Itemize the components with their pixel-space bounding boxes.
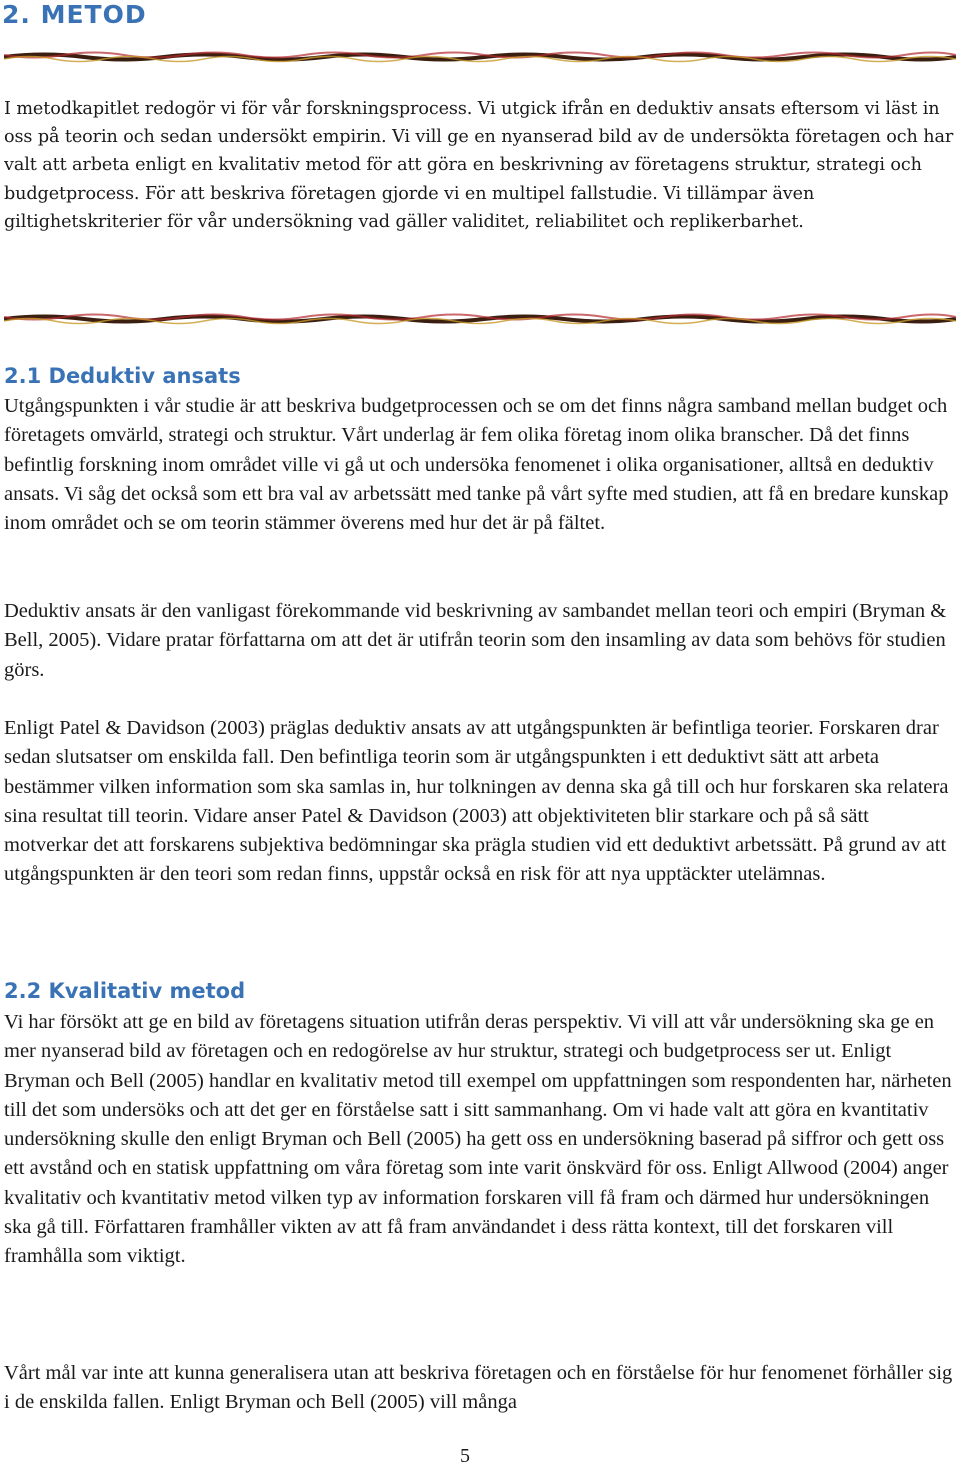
paragraph: Deduktiv ansats är den vanligast förekommande vid beskrivning av sambandet mellan teori och empiri (Bryman & Bell, 2005). Vidare pratar författarna om att det är utifrån teorin som den insamling av data som behövs för studien görs. xyxy=(4,600,947,681)
ornamental-divider xyxy=(4,310,956,326)
section-heading-2-2: 2.2 Kvalitativ metod xyxy=(4,979,246,1003)
paragraph: Vårt mål var inte att kunna generalisera utan att beskriva företagen och en förståelse för hur fenomenet förhåller sig i de enskilda fallen. Enligt Bryman och Bell (2005) vill många xyxy=(4,1362,953,1414)
paragraph: Utgångspunkten i vår studie är att beskriva budgetprocessen och se om det finns några samband mellan budget och företagets omvärld, strategi och struktur. Vårt underlag är fem olika företag inom olika branscher. Då det finns befintlig forskning inom området ville vi gå ut och undersöka fenomenet i olika organisationer, alltså en deduktiv ansats. Vi såg det också som ett bra val av arbetssätt med tanke på vårt syfte med studien, att få en bredare kunskap inom området och se om teorin stämmer överens med hur det är på fältet. xyxy=(4,395,949,535)
paragraph: Enligt Patel & Davidson (2003) präglas deduktiv ansats av att utgångspunkten är befintliga teorier. Forskaren drar sedan slutsatser om enskilda fall. Den befintliga teorin som är utgångspunkten i ett deduktivt sätt att arbeta bestämmer vilken information som ska samlas in, hur tolkningen av denna ska gå till och hur forskaren ska relatera sina resultat till teorin. Vidare anser Patel & Davidson (2003) att objektiviteten blir starkare och på så sätt motverkar det att forskarens subjektiva bedömningar ska prägla studien vid ett deduktivt arbetssätt. På grund av att utgångspunkten är den teori som redan finns, uppstår också en risk för att nya upptäckter utelämnas. xyxy=(4,717,949,886)
intro-paragraph: I metodkapitlet redogör vi för vår forskningsprocess. Vi utgick ifrån en deduktiv ansats eftersom vi läst in oss på teorin och sedan undersökt empirin. Vi vill ge en nyanserad bild av de undersökta företagen och har valt att arbeta enligt en kvalitativ metod för att göra en beskrivning av företagens struktur, strategi och budgetprocess. För att beskriva företagen gjorde vi en multipel fallstudie. Vi tillämpar även giltighetskriterier för vår undersökning vad gäller validitet, reliabilitet och replikerbarhet. xyxy=(4,99,954,232)
chapter-heading: 2. METOD xyxy=(2,0,147,29)
paragraph: Vi har försökt att ge en bild av företagens situation utifrån deras perspektiv. Vi vill att vår undersökning ska ge en mer nyanserad bild av företagen och en redogörelse av hur struktur, strategi och budgetprocess ser ut. Enligt Bryman och Bell (2005) handlar en kvalitativ metod till exempel om uppfattningen som respondenten har, närheten till det som undersöks och att det ger en förståelse satt i sitt sammanhang. Om vi hade valt att göra en kvantitativ undersökning skulle den enligt Bryman och Bell (2005) ha gett oss en undersökning baserad på siffror och gett oss ett avstånd och en statisk uppfattning om våra företag som inte varit önskvärd för oss. Enligt Allwood (2004) anger kvalitativ och kvantitativ metod vilken typ av information forskaren vill få fram och därmed hur undersökningen ska gå till. Författaren framhåller vikten av att få fram användandet i dess rätta kontext, till det forskaren vill framhålla som viktigt. xyxy=(4,1011,952,1268)
ornamental-divider xyxy=(4,48,956,64)
section-heading-2-1: 2.1 Deduktiv ansats xyxy=(4,364,241,388)
page-number: 5 xyxy=(460,1445,470,1467)
